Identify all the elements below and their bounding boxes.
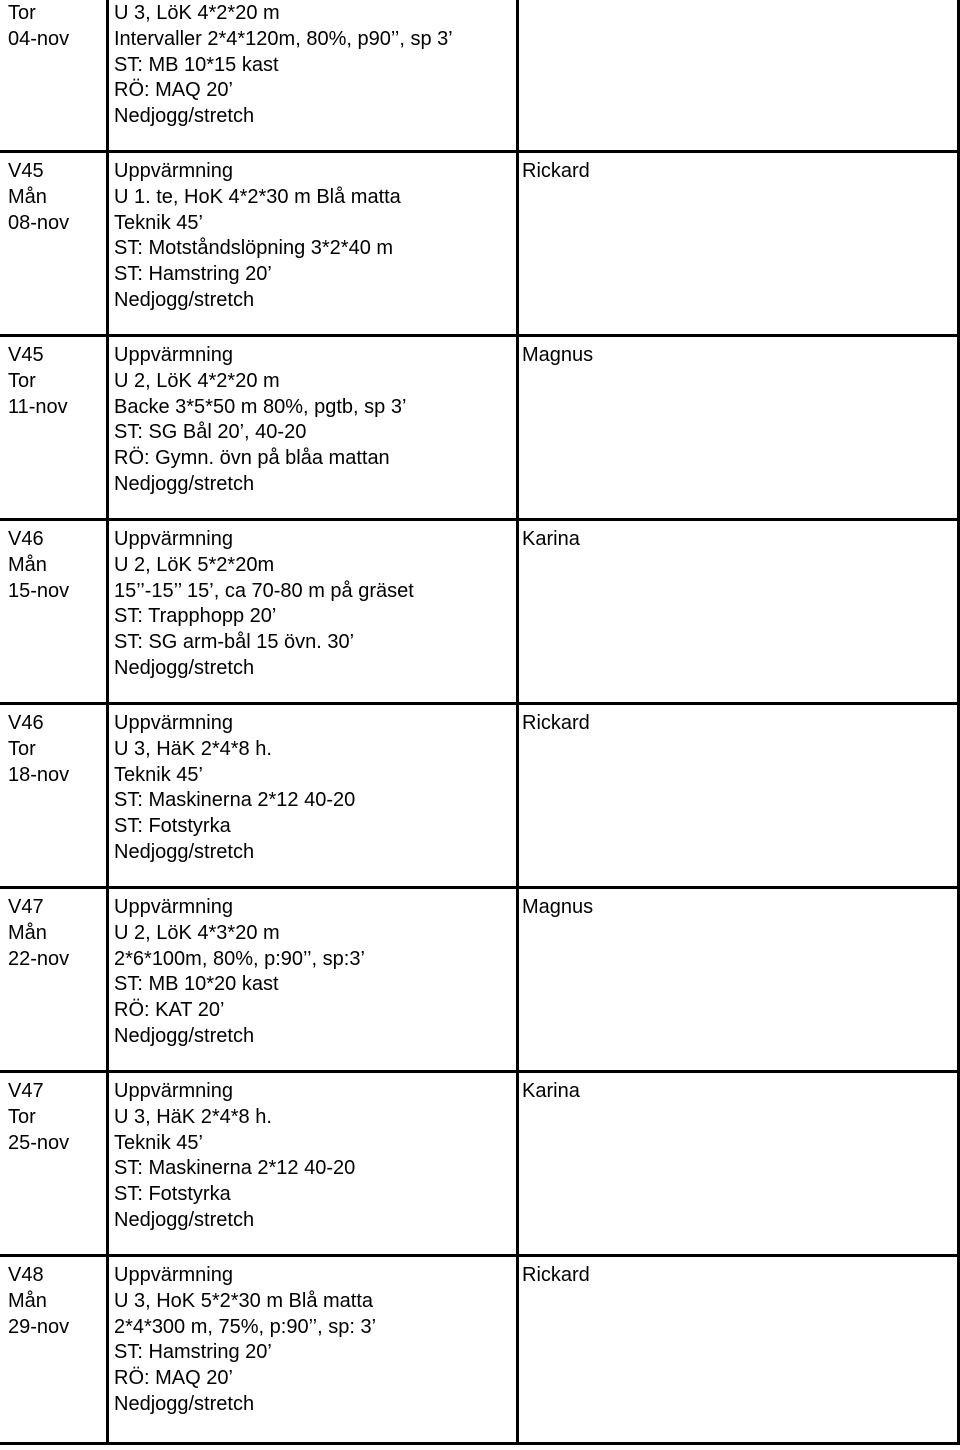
leader-cell xyxy=(522,1,952,27)
day-cell xyxy=(8,895,106,972)
workout-line: 2*4*300 m, 75%, p:90’’, sp: 3’ xyxy=(114,1315,377,1338)
day-line: Mån xyxy=(8,921,47,944)
workout-line: Backe 3*5*50 m 80%, pgtb, sp 3’ xyxy=(114,395,407,418)
workout-line: ST: Fotstyrka xyxy=(114,815,231,838)
workout-line: U 1. te, HoK 4*2*30 m Blå matta xyxy=(114,185,401,208)
row-divider xyxy=(0,518,960,521)
workout-line: U 3, HoK 5*2*30 m Blå matta xyxy=(114,1289,374,1312)
workout-line: Nedjogg/stretch xyxy=(114,472,255,495)
day-line: Mån xyxy=(8,185,47,208)
column-divider-day xyxy=(106,0,109,1445)
row-divider xyxy=(0,886,960,889)
day-line: V46 xyxy=(8,528,44,550)
workout-line: Teknik 45’ xyxy=(114,763,203,786)
workout-line: ST: Fotstyrka xyxy=(114,1183,231,1206)
day-line: Tor xyxy=(8,2,36,24)
workout-line: Teknik 45’ xyxy=(114,1131,203,1154)
workout-line: ST: SG arm-bål 15 övn. 30’ xyxy=(114,631,355,654)
workout-line: U 3, HäK 2*4*8 h. xyxy=(114,737,272,760)
workout-line: Nedjogg/stretch xyxy=(114,105,255,128)
leader-cell xyxy=(522,159,952,185)
row-divider xyxy=(0,150,960,153)
day-line: V46 xyxy=(8,712,44,734)
day-line: Tor xyxy=(8,737,36,760)
day-line: 18-nov xyxy=(8,763,70,786)
workout-line: Nedjogg/stretch xyxy=(114,1208,255,1231)
workout-line: ST: Maskinerna 2*12 40-20 xyxy=(114,789,356,812)
workout-line: RÖ: MAQ 20’ xyxy=(114,1367,233,1390)
workout-line: U 2, LöK 4*3*20 m xyxy=(114,921,280,944)
workout-line: Nedjogg/stretch xyxy=(114,1392,255,1415)
day-line: 22-nov xyxy=(8,947,70,970)
day-cell xyxy=(8,159,106,236)
leader-cell xyxy=(522,711,952,737)
workout-line: U 3, LöK 4*2*20 m xyxy=(114,2,280,24)
leader-name: Rickard xyxy=(522,712,590,734)
day-line: V45 xyxy=(8,344,44,366)
day-line: 25-nov xyxy=(8,1131,70,1154)
leader-name: Karina xyxy=(522,1080,580,1102)
workout-line: Uppvärmning xyxy=(114,528,233,550)
workout-line: ST: Motståndslöpning 3*2*40 m xyxy=(114,237,394,260)
day-line: V47 xyxy=(8,896,44,918)
day-line: V45 xyxy=(8,160,44,182)
workout-cell xyxy=(114,159,514,314)
leader-name: Rickard xyxy=(522,1264,590,1286)
workout-cell xyxy=(114,1263,514,1418)
workout-line: Uppvärmning xyxy=(114,160,233,182)
leader-cell xyxy=(522,343,952,369)
workout-line: Nedjogg/stretch xyxy=(114,1024,255,1047)
leader-name: Magnus xyxy=(522,344,594,366)
leader-cell xyxy=(522,1079,952,1105)
workout-line: Uppvärmning xyxy=(114,344,233,366)
workout-line: RÖ: KAT 20’ xyxy=(114,999,225,1022)
workout-line: ST: MB 10*15 kast xyxy=(114,53,279,76)
workout-line: Teknik 45’ xyxy=(114,211,203,234)
workout-line: 2*6*100m, 80%, p:90’’, sp:3’ xyxy=(114,947,365,970)
leader-name: Rickard xyxy=(522,160,590,182)
workout-cell xyxy=(114,1079,514,1234)
row-divider xyxy=(0,1442,960,1445)
workout-line: U 2, LöK 5*2*20m xyxy=(114,553,275,576)
day-cell xyxy=(8,343,106,420)
leader-cell xyxy=(522,895,952,921)
workout-line: Uppvärmning xyxy=(114,1080,233,1102)
workout-line: RÖ: MAQ 20’ xyxy=(114,79,233,102)
leader-name: Magnus xyxy=(522,896,594,918)
day-line: Mån xyxy=(8,1289,47,1312)
workout-cell xyxy=(114,527,514,682)
day-line: 29-nov xyxy=(8,1315,70,1338)
row-divider xyxy=(0,1254,960,1257)
day-cell xyxy=(8,1263,106,1340)
workout-cell xyxy=(114,895,514,1050)
workout-line: Nedjogg/stretch xyxy=(114,288,255,311)
workout-cell xyxy=(114,711,514,866)
leader-cell xyxy=(522,527,952,553)
workout-line: U 3, HäK 2*4*8 h. xyxy=(114,1105,272,1128)
workout-line: ST: MB 10*20 kast xyxy=(114,973,279,996)
column-divider-leader xyxy=(516,0,519,1445)
day-line: Tor xyxy=(8,369,36,392)
leader-cell xyxy=(522,1263,952,1289)
day-line: 08-nov xyxy=(8,211,70,234)
day-cell xyxy=(8,1079,106,1156)
day-line: Mån xyxy=(8,553,47,576)
day-cell xyxy=(8,1,106,53)
workout-line: ST: Maskinerna 2*12 40-20 xyxy=(114,1157,356,1180)
workout-line: Uppvärmning xyxy=(114,896,233,918)
row-divider xyxy=(0,702,960,705)
workout-line: Intervaller 2*4*120m, 80%, p90’’, sp 3’ xyxy=(114,27,453,50)
leader-name: Karina xyxy=(522,528,580,550)
workout-line: ST: Trapphopp 20’ xyxy=(114,605,277,628)
day-line: 15-nov xyxy=(8,579,70,602)
leader-name xyxy=(522,1,952,27)
workout-line: Nedjogg/stretch xyxy=(114,656,255,679)
workout-line: ST: Hamstring 20’ xyxy=(114,263,272,286)
workout-line: 15’’-15’’ 15’, ca 70-80 m på gräset xyxy=(114,579,414,602)
day-line: 04-nov xyxy=(8,27,70,50)
day-cell xyxy=(8,527,106,604)
workout-line: Nedjogg/stretch xyxy=(114,840,255,863)
day-line: V47 xyxy=(8,1080,44,1102)
day-line: Tor xyxy=(8,1105,36,1128)
day-cell xyxy=(8,711,106,788)
day-line: V48 xyxy=(8,1264,44,1286)
workout-line: U 2, LöK 4*2*20 m xyxy=(114,369,280,392)
workout-cell xyxy=(114,1,514,130)
workout-line: Uppvärmning xyxy=(114,1264,233,1286)
row-divider xyxy=(0,334,960,337)
workout-line: Uppvärmning xyxy=(114,712,233,734)
workout-cell xyxy=(114,343,514,498)
workout-line: ST: Hamstring 20’ xyxy=(114,1341,272,1364)
row-divider xyxy=(0,1070,960,1073)
day-line: 11-nov xyxy=(8,395,68,418)
workout-line: RÖ: Gymn. övn på blåa mattan xyxy=(114,447,390,470)
workout-line: ST: SG Bål 20’, 40-20 xyxy=(114,421,307,444)
